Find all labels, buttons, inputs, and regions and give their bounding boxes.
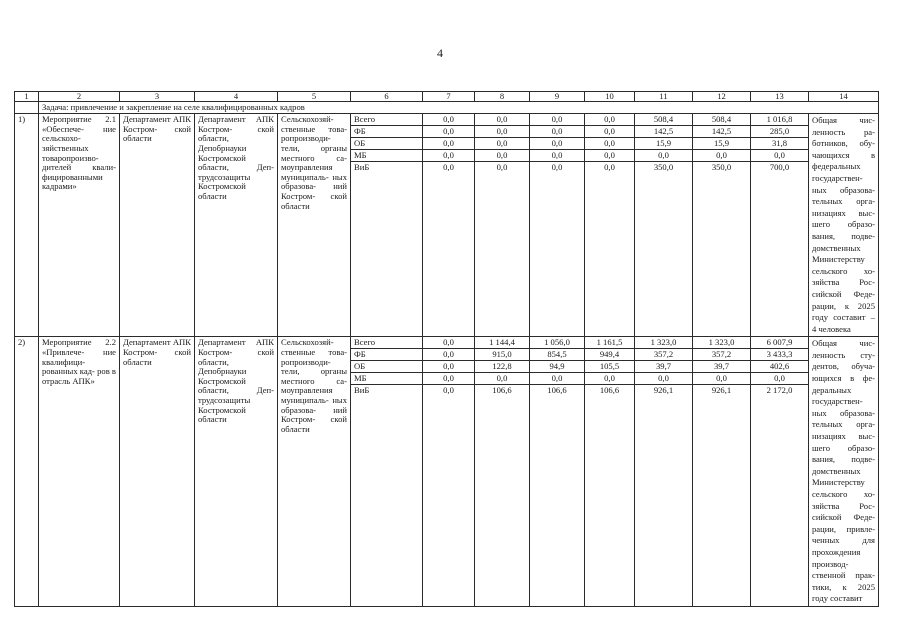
value-cell: 142,5	[693, 126, 750, 138]
value-cell: 915,0	[475, 349, 529, 361]
col9-values	[530, 114, 585, 337]
fund-label: ФБ	[351, 126, 422, 138]
value-cell: 1 323,0	[635, 337, 692, 349]
value-cell: 0,0	[496, 162, 508, 172]
value-cell: 106,6	[547, 385, 567, 396]
row-number: 2)	[15, 337, 39, 607]
col-header-13: 13	[751, 92, 809, 102]
event-name: Мероприятие 2.2 «Привлече- ние квалифици- рованных кад- ров в отрасль АПК»	[39, 337, 120, 607]
value-cell: 0,0	[475, 373, 529, 385]
value-cell: 0,0	[585, 114, 634, 126]
value-cell: 350,0	[711, 162, 732, 172]
col-header-2: 2	[39, 92, 120, 102]
value-cell: 15,9	[693, 138, 750, 150]
col12-values	[693, 114, 751, 337]
col10-values	[585, 337, 635, 607]
col9-values	[530, 337, 585, 607]
value-cell: 6 007,9	[751, 337, 808, 349]
value-cell: 1 144,4	[475, 337, 529, 349]
col-header-11: 11	[635, 92, 693, 102]
value-cell: 0,0	[423, 337, 474, 349]
value-cell: 3 433,3	[751, 349, 808, 361]
value-cell: 0,0	[585, 373, 634, 385]
value-cell: 1 161,5	[585, 337, 634, 349]
table-row	[15, 114, 879, 337]
col13-values	[751, 337, 809, 607]
table-row	[15, 337, 879, 607]
expected-result: Общая чис- ленность ра- ботников, обу- чающихся в федеральных государствен- ных образова- тельных орга- низациях выс- шего образо- вания, подве- домственных Министерству сельского хо- зяйства Рос- сийской Феде- рации, к 2025 году составит – 4 человека	[809, 114, 879, 337]
value-cell: 0,0	[693, 150, 750, 162]
value-cell: 0,0	[475, 138, 529, 150]
co-executors: Департамент АПК Костром- ской области, Депобрнауки Костромской области, Деп- трудсозащиты Костромской области	[195, 337, 278, 607]
col10-values	[585, 114, 635, 337]
col11-values	[635, 114, 693, 337]
col8-values	[475, 337, 530, 607]
value-cell: 0,0	[475, 114, 529, 126]
page-number: 4	[437, 46, 443, 60]
fund-label: Всего	[351, 114, 422, 126]
col-header-1: 1	[15, 92, 39, 102]
event-name: Мероприятие 2.1 «Обеспече- ние сельскохо- зяйственных товаропроизво- дителей квали- фицированными кадрами»	[39, 114, 120, 337]
col-header-4: 4	[195, 92, 278, 102]
value-cell: 2 172,0	[766, 385, 793, 396]
value-cell: 926,1	[711, 385, 732, 396]
value-cell: 357,2	[635, 349, 692, 361]
value-cell: 39,7	[693, 361, 750, 373]
value-cell: 0,0	[585, 150, 634, 162]
value-cell: 142,5	[635, 126, 692, 138]
value-cell: 357,2	[693, 349, 750, 361]
value-cell: 0,0	[423, 126, 474, 138]
co-executors: Департамент АПК Костром- ской области, Депобрнауки Костромской области, Деп- трудсозащиты Костромской области	[195, 114, 278, 337]
fund-label: МБ	[351, 150, 422, 162]
value-cell: 106,6	[599, 385, 620, 396]
row-number: 1)	[15, 114, 39, 337]
fund-label: ВиБ	[354, 162, 370, 172]
value-cell: 1 016,8	[751, 114, 808, 126]
value-cell: 0,0	[551, 162, 563, 172]
responsible-executor: Департамент АПК Костром- ской области	[120, 337, 195, 607]
value-cell: 0,0	[751, 150, 808, 162]
col-header-14: 14	[809, 92, 879, 102]
task-label: Задача: привлечение и закрепление на селе квалифицированных кадров	[39, 102, 879, 114]
value-cell: 949,4	[585, 349, 634, 361]
value-cell: 0,0	[530, 150, 584, 162]
value-cell: 350,0	[653, 162, 674, 172]
value-cell: 926,1	[653, 385, 674, 396]
col-header-6: 6	[351, 92, 423, 102]
program-table	[14, 91, 879, 607]
value-cell: 0,0	[530, 126, 584, 138]
value-cell: 854,5	[530, 349, 584, 361]
participants: Сельскохозяй- ственные това- ропроизводи- тели, органы местного са- моуправления муниципаль- ных образова- ний Костром- ской области	[278, 114, 351, 337]
expected-result: Общая чис- ленность сту- дентов, обуча- ющихся в фе- деральных государствен- ных образова- тельных орга- низациях выс- шего образо- вания, подве- домственных Министерству сельского хо- зяйства Рос- сийской Феде- рации, привле- ченных для прохождения производ- ственной прак- тики, к 2025 году составит	[809, 337, 879, 607]
col-header-3: 3	[120, 92, 195, 102]
fund-label: ОБ	[351, 138, 422, 150]
value-cell: 0,0	[530, 373, 584, 385]
value-cell: 0,0	[604, 162, 615, 172]
value-cell: 0,0	[751, 373, 808, 385]
funding-sources	[351, 337, 423, 607]
fund-label: МБ	[351, 373, 422, 385]
value-cell: 0,0	[585, 138, 634, 150]
value-cell: 122,8	[475, 361, 529, 373]
value-cell: 508,4	[635, 114, 692, 126]
value-cell: 0,0	[635, 373, 692, 385]
value-cell: 285,0	[751, 126, 808, 138]
col-header-9: 9	[530, 92, 585, 102]
value-cell: 15,9	[635, 138, 692, 150]
responsible-executor: Департамент АПК Костром- ской области	[120, 114, 195, 337]
value-cell: 0,0	[585, 126, 634, 138]
value-cell: 0,0	[423, 150, 474, 162]
col11-values	[635, 337, 693, 607]
col-header-8: 8	[475, 92, 530, 102]
value-cell: 0,0	[443, 162, 454, 172]
value-cell: 31,8	[751, 138, 808, 150]
fund-label: ОБ	[351, 361, 422, 373]
value-cell: 0,0	[423, 373, 474, 385]
value-cell: 508,4	[693, 114, 750, 126]
col-header-12: 12	[693, 92, 751, 102]
col13-values	[751, 114, 809, 337]
funding-sources	[351, 114, 423, 337]
value-cell: 106,6	[492, 385, 512, 396]
col-header-10: 10	[585, 92, 635, 102]
value-cell: 0,0	[475, 150, 529, 162]
value-cell: 105,5	[585, 361, 634, 373]
col7-values	[423, 337, 475, 607]
value-cell: 0,0	[443, 385, 454, 396]
col-header-7: 7	[423, 92, 475, 102]
value-cell: 700,0	[769, 162, 790, 172]
value-cell: 94,9	[530, 361, 584, 373]
value-cell: 0,0	[423, 138, 474, 150]
fund-label: Всего	[351, 337, 422, 349]
value-cell: 0,0	[423, 349, 474, 361]
value-cell: 0,0	[423, 361, 474, 373]
column-number-row	[15, 92, 879, 102]
value-cell: 0,0	[530, 114, 584, 126]
value-cell: 402,6	[751, 361, 808, 373]
value-cell: 0,0	[693, 373, 750, 385]
value-cell: 0,0	[635, 150, 692, 162]
col8-values	[475, 114, 530, 337]
col-header-5: 5	[278, 92, 351, 102]
value-cell: 0,0	[475, 126, 529, 138]
task-row	[15, 102, 879, 114]
value-cell: 0,0	[423, 114, 474, 126]
col12-values	[693, 337, 751, 607]
col7-values	[423, 114, 475, 337]
fund-label: ФБ	[351, 349, 422, 361]
value-cell: 1 056,0	[530, 337, 584, 349]
value-cell: 39,7	[635, 361, 692, 373]
fund-label: ВиБ	[354, 385, 370, 396]
value-cell: 1 323,0	[693, 337, 750, 349]
value-cell: 0,0	[530, 138, 584, 150]
participants: Сельскохозяй- ственные това- ропроизводи- тели, органы местного са- моуправления муниципаль- ных образова- ний Костром- ской области	[278, 337, 351, 607]
